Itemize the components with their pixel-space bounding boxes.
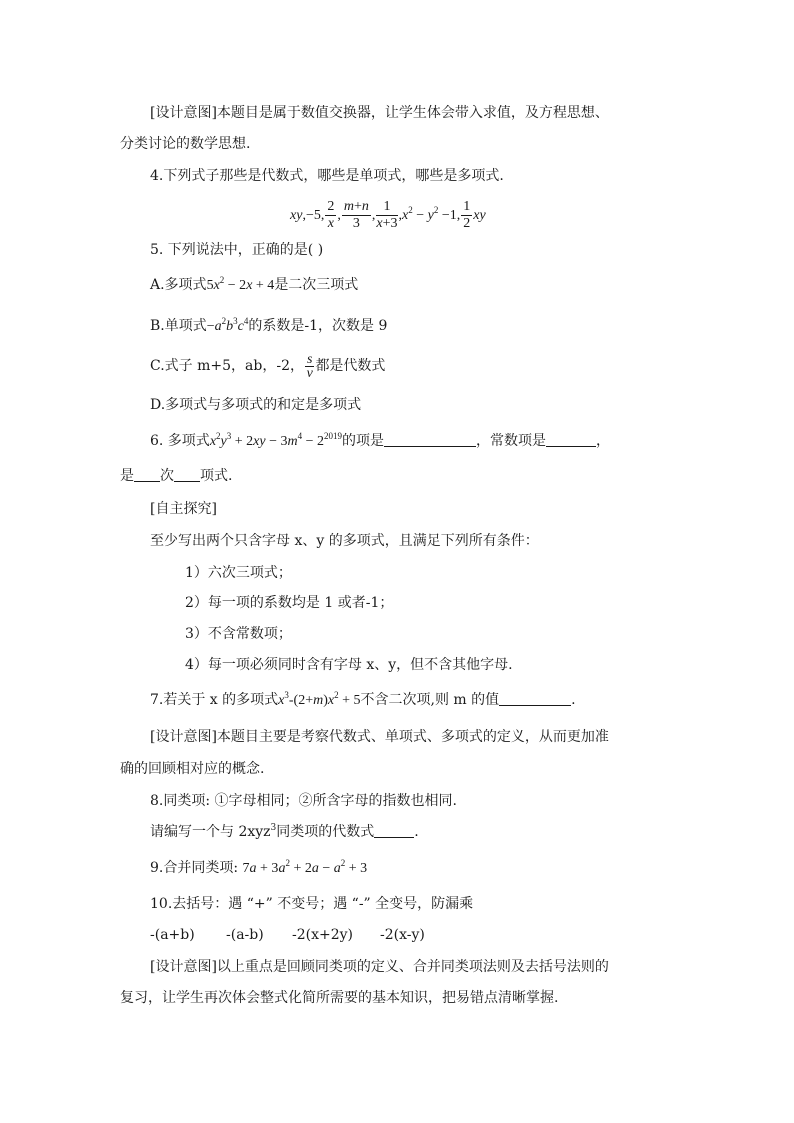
condition-1: 1）六次三项式； <box>185 565 292 581</box>
question-10: 10.去括号：遇 “+” 不变号；遇 “-” 全变号，防漏乘 <box>150 896 474 912</box>
question-6-formula: $x^2y^3 + 2xy - 3m^4 - 2^{2019}$ <box>209 431 343 449</box>
question-4: 4.下列式子那些是代数式，哪些是单项式，哪些是多项式. <box>150 168 504 184</box>
design-intent-2-line2: 确的回顾相对应的概念. <box>120 761 265 777</box>
option-a: A.多项式$5x^2 - 2x + 4$是二次三项式 <box>150 275 359 293</box>
question-10-items: -(a+b) -(a-b) -2(x+2y) -2(x-y) <box>150 927 425 943</box>
explore-prompt: 至少写出两个只含字母 x、y 的多项式，且满足下列所有条件： <box>150 533 539 549</box>
question-8: 8.同类项: ①字母相同；②所含字母的指数也相同. <box>150 793 457 809</box>
condition-3: 3）不含常数项； <box>185 626 292 642</box>
question-6: 6. 多项式$x^2y^3 + 2xy - 3m^4 - 2^{2019}$的项是 ，常数项是 ， <box>150 431 611 449</box>
design-intent-3-line2: 复习，让学生再次体会整式化简所需要的基本知识，把易错点清晰掌握. <box>120 990 559 1006</box>
question-5: 5. 下列说法中，正确的是( ) <box>150 242 324 258</box>
blank-degree[interactable] <box>134 467 160 482</box>
question-6-line2: 是 次 项式. <box>120 468 233 484</box>
section-self-explore: [自主探究] <box>150 501 217 517</box>
option-c: C.式子 m+5，ab，-2， $\frac{s}{v}$ 都是代数式 <box>150 351 386 381</box>
option-b: B.单项式$-a^2b^3c^4$的系数是-1，次数是 9 <box>150 316 388 334</box>
option-c-fraction: $\frac{s}{v}$ <box>306 351 313 381</box>
design-intent-1-line1: [设计意图]本题目是属于数值交换器，让学生体会带入求值，及方程思想、 <box>150 105 609 121</box>
option-a-formula: $5x^2 - 2x + 4$ <box>206 275 275 293</box>
question-7: 7.若关于 x 的多项式$x^3-(2+m)x^2 + 5$不含二次项,则 m 的值 . <box>150 690 576 708</box>
blank-term-count[interactable] <box>174 467 200 482</box>
question-7-formula: $x^3-(2+m)x^2 + 5$ <box>278 690 361 708</box>
question-8-task: 请编写一个与 2xyz$^3$同类项的代数式 . <box>150 823 419 840</box>
design-intent-2-line1: [设计意图]本题目主要是考察代数式、单项式、多项式的定义，从而更加准 <box>150 729 609 745</box>
design-intent-3-line1: [设计意图]以上重点是回顾同类项的定义、合并同类项法则及去括号法则的 <box>150 959 609 975</box>
blank-constant[interactable] <box>546 432 596 447</box>
condition-4: 4）每一项必须同时含有字母 x、y，但不含其他字母. <box>185 657 513 673</box>
blank-like-term[interactable] <box>374 823 414 838</box>
question-9: 9.合并同类项: $7a + 3a^2 + 2a - a^2 + 3$ <box>150 858 368 876</box>
blank-m-value[interactable] <box>499 691 571 706</box>
condition-2: 2）每一项的系数均是 1 或者-1； <box>185 595 394 611</box>
design-intent-1-line2: 分类讨论的数学思想. <box>120 136 251 152</box>
question-4-expressions: xy,−5, $\frac{2}{x}$ , $\frac{m+n}{3}$ , $\frac{1}{x+3}$ $,x^2 - y^2 -1$, $\frac{1}{2}$ xy <box>290 199 486 232</box>
blank-terms[interactable] <box>384 432 476 447</box>
option-d: D.多项式与多项式的和定是多项式 <box>150 397 362 413</box>
option-b-formula: $-a^2b^3c^4$ <box>206 316 249 334</box>
question-9-formula: $7a + 3a^2 + 2a - a^2 + 3$ <box>242 858 368 876</box>
